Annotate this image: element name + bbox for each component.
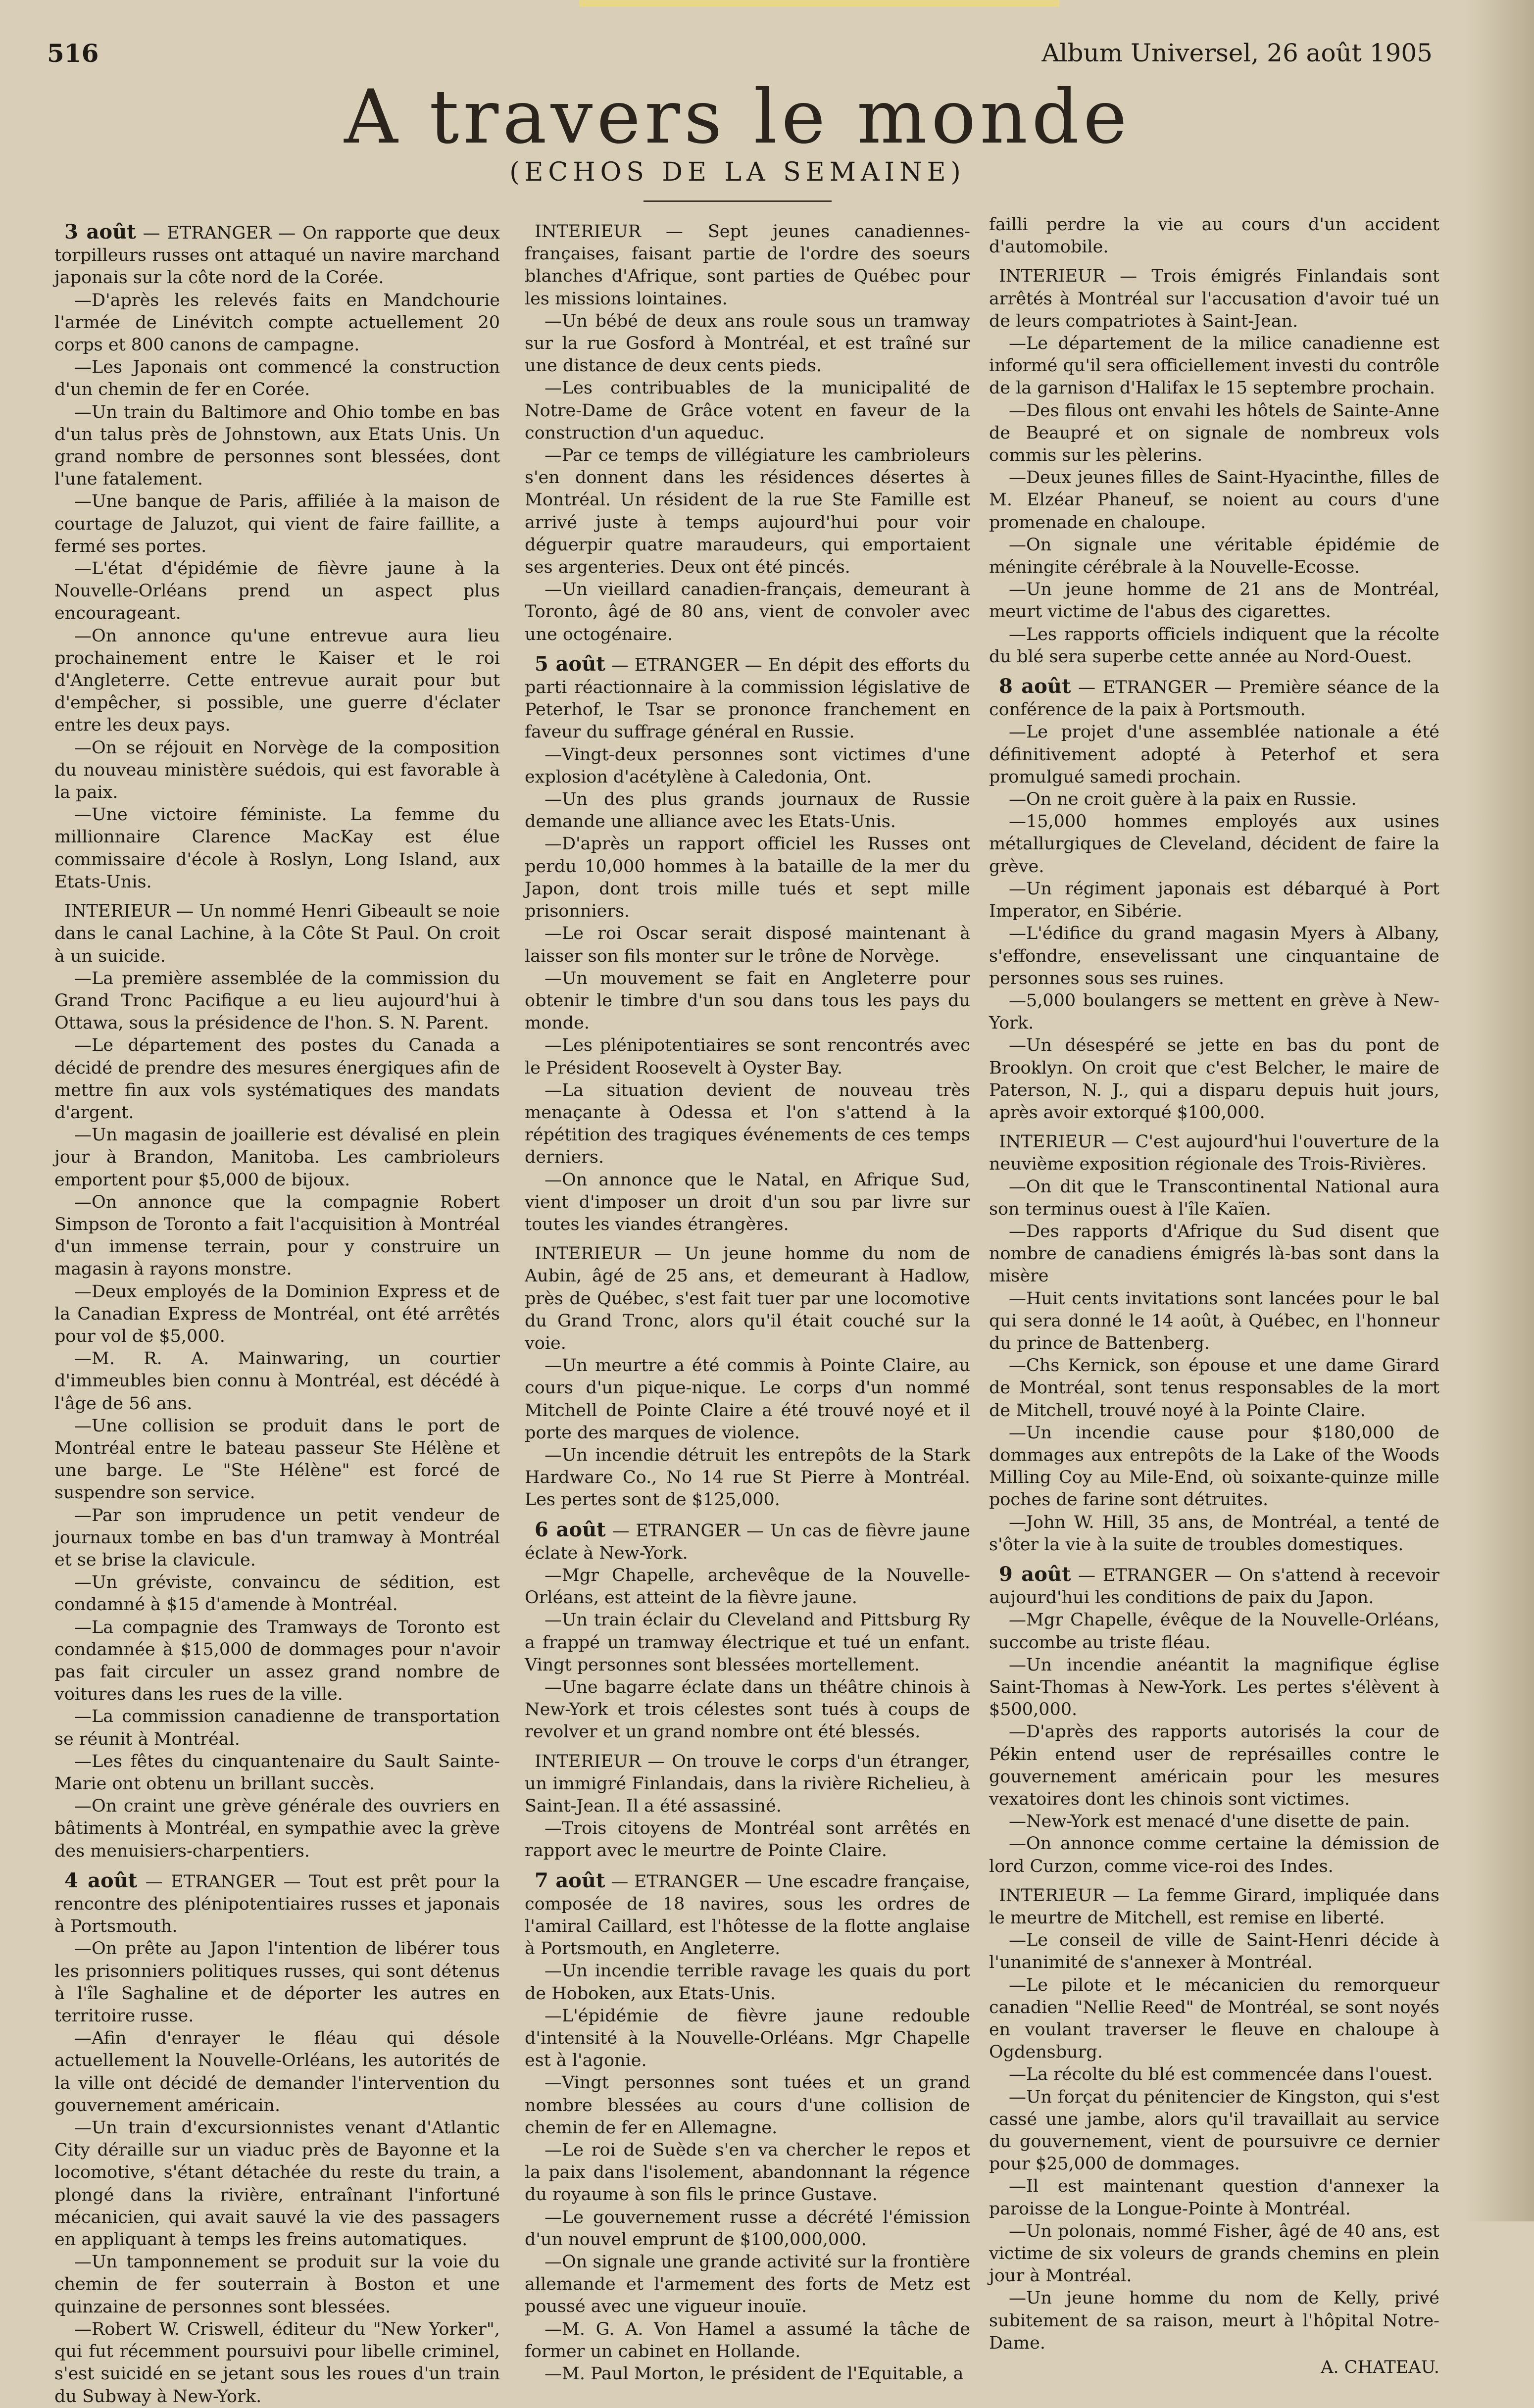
news-item bbox=[54, 1415, 500, 1505]
entry-text: —Le projet d'une assemblée nationale a été définitivement adopté à Peterhof et sera promulgué samedi prochain. bbox=[989, 722, 1439, 787]
entry-text: —Trois citoyens de Montréal sont arrêtés en rapport avec le meurtre de Pointe Claire. bbox=[525, 1818, 970, 1861]
news-item bbox=[989, 1654, 1439, 1721]
news-item bbox=[54, 2318, 500, 2408]
entry-text: failli perdre la vie au cours d'un accident d'automobile. bbox=[989, 215, 1439, 257]
entry-text: —Un polonais, nommé Fisher, âgé de 40 ans, est victime de six voleurs de grands chemins en plein jour à Montréal. bbox=[989, 2221, 1439, 2286]
news-item bbox=[525, 833, 970, 923]
news-item bbox=[54, 1348, 500, 1415]
entry-text: INTERIEUR — On trouve le corps d'un étranger, un immigré Finlandais, dans la rivière Richelieu, à Saint-Jean. Il a été assassiné. bbox=[525, 1751, 970, 1817]
entry-text: —Le roi de Suède s'en va chercher le repos et la paix dans l'isolement, abandonnant la régence du royaume à son fils le prince Gustave. bbox=[525, 2140, 970, 2205]
news-item bbox=[54, 2117, 500, 2251]
dated-entry bbox=[54, 1869, 500, 1938]
entry-text: INTERIEUR — La femme Girard, impliquée dans le meurtre de Mitchell, est remise en liberté. bbox=[989, 1885, 1439, 1928]
entry-text: —Le département de la milice canadienne est informé qu'il sera officiellement investi du contrôle de la garnison d'Halifax le 15 septembre prochain. bbox=[989, 334, 1439, 398]
news-item bbox=[54, 1795, 500, 1863]
entry-text: —M. G. A. Von Hamel a assumé la tâche de former un cabinet en Hollande. bbox=[525, 2319, 970, 2361]
news-item bbox=[54, 804, 500, 893]
news-item bbox=[989, 1422, 1439, 1512]
news-item bbox=[54, 1751, 500, 1795]
entry-text: —Les plénipotentiaires se sont rencontrés avec le Président Roosevelt à Oyster Bay. bbox=[525, 1035, 970, 1078]
entry-text: —New-York est menacé d'une disette de pain. bbox=[1009, 1812, 1410, 1832]
news-item bbox=[54, 558, 500, 625]
entry-text: — ETRANGER — Première séance de la conférence de la paix à Portsmouth. bbox=[989, 678, 1439, 720]
news-item bbox=[989, 1512, 1439, 1556]
news-item bbox=[989, 1288, 1439, 1355]
entry-text: INTERIEUR — C'est aujourd'hui l'ouverture de la neuvième exposition régionale des Trois-Rivières. bbox=[989, 1132, 1439, 1175]
entry-text: —Un des plus grands journaux de Russie demande une alliance avec les Etats-Unis. bbox=[525, 789, 970, 832]
entry-text: —On annonce que la compagnie Robert Simpson de Toronto a fait l'acquisition à Montréal d'un immense terrain, pour y construire un magasin à rayons monstre. bbox=[54, 1192, 500, 1279]
entry-text: — ETRANGER — On rapporte que deux torpilleurs russes ont attaqué un navire marchand japonais sur la côte nord de la Corée. bbox=[54, 223, 500, 288]
page-edge bbox=[1465, 0, 1534, 2221]
entry-text: —La situation devient de nouveau très menaçante à Odessa et l'on s'attend à la répétition des tragiques événements de ces temps derniers. bbox=[525, 1080, 970, 1168]
entry-text: —Une collision se produit dans le port de Montréal entre le bateau passeur Ste Hélène et une barge. Le "Ste Hélène" est forcé de suspendre son service. bbox=[54, 1416, 500, 1503]
news-item bbox=[989, 1609, 1439, 1654]
news-item bbox=[989, 990, 1439, 1034]
news-item bbox=[989, 788, 1439, 811]
entry-text: —Un train du Baltimore and Ohio tombe en bas d'un talus près de Johnstown, aux Etats Unis. Un grand nombre de personnes sont blessées, dont l'une fatalement. bbox=[54, 402, 500, 490]
entry-text: —On dit que le Transcontinental National aura son terminus ouest à l'île Kaïen. bbox=[989, 1177, 1439, 1219]
entry-text: —On signale une véritable épidémie de méningite cérébrale à la Nouvelle-Ecosse. bbox=[989, 535, 1439, 578]
news-item bbox=[54, 1706, 500, 1750]
entry-text: —Un magasin de joaillerie est dévalisé en plein jour à Brandon, Manitoba. Les cambrioleurs emportent pour $5,000 de bijoux. bbox=[54, 1125, 500, 1190]
entry-text: —D'après les relevés faits en Mandchourie l'armée de Linévitch compte actuellement 20 corps et 800 canons de campagne. bbox=[54, 290, 500, 355]
entry-text: — ETRANGER — En dépit des efforts du parti réactionnaire à la commission législative de Peterhof, le Tsar se prononce franchement en faveur du suffrage général en Russie. bbox=[525, 655, 970, 742]
news-item bbox=[525, 310, 970, 378]
news-item bbox=[54, 1034, 500, 1124]
news-item bbox=[525, 1080, 970, 1169]
entry-text: —5,000 boulangers se mettent en grève à New-York. bbox=[989, 990, 1439, 1033]
entry-text: —Les contribuables de la municipalité de Notre-Dame de Grâce votent en faveur de la construction d'un aqueduc. bbox=[525, 378, 970, 443]
entry-text: —Un gréviste, convaincu de sédition, est condamné à $15 d'amende à Montréal. bbox=[54, 1573, 500, 1615]
news-item bbox=[525, 744, 970, 788]
entry-text: —Des filous ont envahi les hôtels de Sainte-Anne de Beaupré et on signale de nombreux vols commis sur les pèlerins. bbox=[989, 400, 1439, 466]
entry-text: —La récolte du blé est commencée dans l'ouest. bbox=[1009, 2064, 1433, 2085]
entry-text: —La première assemblée de la commission du Grand Tronc Pacifique a eu lieu aujourd'hui à Ottawa, sous la présidence de l'hon. S. N. Parent. bbox=[54, 968, 500, 1033]
author-signature: A. CHATEAU. bbox=[1321, 2358, 1439, 2378]
entry-text: —Le département des postes du Canada a décidé de prendre des mesures énergiques afin de mettre fin aux vols systématiques des mandats d'argent. bbox=[54, 1035, 500, 1123]
news-item bbox=[989, 400, 1439, 467]
news-item bbox=[54, 1938, 500, 2027]
news-item bbox=[989, 1221, 1439, 1288]
news-item bbox=[989, 1034, 1439, 1124]
entry-text: —Il est maintenant question d'annexer la paroisse de la Longue-Pointe à Montréal. bbox=[989, 2176, 1439, 2219]
news-item bbox=[525, 2139, 970, 2207]
news-item bbox=[525, 788, 970, 833]
section-entry bbox=[525, 1751, 970, 1818]
entry-text: —Le roi Oscar serait disposé maintenant à laisser son fils monter sur le trône de Norvège. bbox=[525, 924, 970, 966]
news-item bbox=[525, 2005, 970, 2072]
news-item bbox=[54, 1617, 500, 1706]
news-item bbox=[989, 2086, 1439, 2176]
entry-text: —Un mouvement se fait en Angleterre pour obtenir le timbre d'un sou dans tous les pays du monde. bbox=[525, 968, 970, 1033]
section-entry bbox=[525, 1243, 970, 1355]
title-rule bbox=[643, 200, 832, 202]
section-entry bbox=[989, 1131, 1439, 1176]
news-item bbox=[54, 356, 500, 401]
entry-text: —On prête au Japon l'intention de libérer tous les prisonniers politiques russes, qui sont détenus à l'île Saghaline et de déporter les autres en territoire russe. bbox=[54, 1939, 500, 2026]
entry-text: —La commission canadienne de transportation se réunit à Montréal. bbox=[54, 1707, 500, 1749]
entry-text: —On se réjouit en Norvège de la composition du nouveau ministère suédois, qui est favorable à la paix. bbox=[54, 737, 500, 803]
news-item bbox=[525, 1034, 970, 1079]
news-item bbox=[54, 1572, 500, 1616]
entry-text: —On signale une grande activité sur la frontière allemande et l'armement des forts de Metz est poussé avec une vigueur inouïe. bbox=[525, 2252, 970, 2317]
news-item bbox=[989, 1811, 1439, 1833]
news-item bbox=[525, 1960, 970, 2005]
entry-text: —Afin d'enrayer le fléau qui désole actuellement la Nouvelle-Orléans, les autorités de la ville ont décidé de demander l'intervention du gouvernement américain. bbox=[54, 2028, 500, 2115]
entry-date: 3 août bbox=[64, 220, 136, 244]
entry-text: —Une banque de Paris, affiliée à la maison de courtage de Jaluzot, qui vient de faire faillite, a fermé ses portes. bbox=[54, 491, 500, 556]
entry-text: —L'édifice du grand magasin Myers à Albany, s'effondre, ensevelissant une cinquantaine de personnes sous ses ruines. bbox=[989, 924, 1439, 988]
entry-text: —M. R. A. Mainwaring, un courtier d'immeubles bien connu à Montréal, est décédé à l'âge de 56 ans. bbox=[54, 1349, 500, 1414]
section-entry bbox=[989, 265, 1439, 333]
entry-text: —M. Paul Morton, le président de l'Equitable, a bbox=[544, 2364, 964, 2384]
entry-date: 6 août bbox=[535, 1518, 606, 1541]
news-item bbox=[525, 2207, 970, 2251]
column-1 bbox=[54, 214, 500, 2407]
news-item bbox=[989, 1974, 1439, 2064]
page-number: 516 bbox=[47, 39, 99, 68]
publication-line: Album Universel, 26 août 1905 bbox=[1041, 39, 1433, 67]
entry-text: —On craint une grève générale des ouvriers en bâtiments à Montréal, en sympathie avec la grève des menuisiers-charpentiers. bbox=[54, 1796, 500, 1861]
news-item bbox=[54, 2251, 500, 2318]
news-item bbox=[54, 625, 500, 737]
news-item bbox=[525, 1818, 970, 1862]
news-item bbox=[525, 1169, 970, 1236]
entry-text: —Un régiment japonais est débarqué à Port Imperator, en Sibérie. bbox=[989, 879, 1439, 922]
entry-text: — ETRANGER — On s'attend à recevoir aujourd'hui les conditions de paix du Japon. bbox=[989, 1565, 1439, 1608]
news-item bbox=[54, 401, 500, 491]
entry-text: —On annonce que le Natal, en Afrique Sud, vient d'imposer un droit d'un sou par livre sur toutes les viandes étrangères. bbox=[525, 1170, 970, 1234]
news-item bbox=[989, 579, 1439, 623]
entry-date: 5 août bbox=[535, 652, 605, 676]
entry-text: —Une victoire féministe. La femme du millionnaire Clarence MacKay est élue commissaire d'école à Roslyn, Long Island, aux Etats-Unis. bbox=[54, 805, 500, 892]
entry-date: 8 août bbox=[999, 675, 1071, 698]
section-entry bbox=[989, 1885, 1439, 1929]
entry-date: 9 août bbox=[999, 1562, 1071, 1586]
top-color-band bbox=[579, 0, 1059, 7]
entry-text: INTERIEUR — Trois émigrés Finlandais sont arrêtés à Montréal sur l'accusation d'avoir tué un de leurs compatriotes à Saint-Jean. bbox=[989, 266, 1439, 331]
entry-text: —Les rapports officiels indiquent que la récolte du blé sera superbe cette année au Nord-Ouest. bbox=[989, 624, 1439, 667]
entry-date: 7 août bbox=[535, 1868, 605, 1892]
entry-text: INTERIEUR — Un nommé Henri Gibeault se noie dans le canal Lachine, à la Côte St Paul. On croit à un suicide. bbox=[54, 901, 500, 966]
entry-text: —Chs Kernick, son épouse et une dame Girard de Montréal, sont tenus responsables de la mort de Mitchell, trouvé noyé à la Pointe Claire. bbox=[989, 1356, 1439, 1421]
entry-text: —Vingt-deux personnes sont victimes d'une explosion d'acétylène à Caledonia, Ont. bbox=[525, 744, 970, 787]
news-item bbox=[989, 1929, 1439, 1974]
news-item bbox=[54, 1191, 500, 1281]
news-item bbox=[525, 1444, 970, 1512]
news-item bbox=[989, 811, 1439, 878]
column-2 bbox=[525, 214, 970, 2384]
entry-text: —Mgr Chapelle, évêque de la Nouvelle-Orléans, succombe au triste fléau. bbox=[989, 1610, 1439, 1653]
entry-text: —D'après un rapport officiel les Russes ont perdu 10,000 hommes à la bataille de la mer du Japon, dont trois mille tués et sept mille prisonniers. bbox=[525, 834, 970, 922]
news-item bbox=[525, 2251, 970, 2318]
entry-text: —Un jeune homme du nom de Kelly, privé subitement de sa raison, meurt à l'hôpital Notre-Dame. bbox=[989, 2288, 1439, 2353]
entry-text: — ETRANGER — Une escadre française, composée de 18 navires, sous les ordres de l'amiral Caillard, est l'hôtesse de la flotte anglaise à Portsmouth, en Angleterre. bbox=[525, 1871, 970, 1959]
entry-text: —Les fêtes du cinquantenaire du Sault Sainte-Marie ont obtenu un brillant succès. bbox=[54, 1751, 500, 1794]
dated-entry bbox=[525, 653, 970, 744]
news-item bbox=[989, 2064, 1439, 2086]
entry-text: —Un train éclair du Cleveland and Pittsburg Ry a frappé un tramway électrique et tué un enfant. Vingt personnes sont blessées mortellement. bbox=[525, 1610, 970, 1675]
entry-text: —Huit cents invitations sont lancées pour le bal qui sera donné le 14 août, à Québec, en l'honneur du prince de Battenberg. bbox=[989, 1288, 1439, 1353]
news-item bbox=[525, 1676, 970, 1744]
entry-text: — ETRANGER — Un cas de fièvre jaune éclate à New-York. bbox=[525, 1521, 970, 1563]
news-item bbox=[525, 2072, 970, 2139]
section-entry bbox=[54, 900, 500, 968]
news-item bbox=[989, 624, 1439, 668]
section-entry bbox=[525, 221, 970, 310]
news-item bbox=[525, 444, 970, 579]
dated-entry bbox=[989, 1563, 1439, 1609]
news-item bbox=[989, 1721, 1439, 1811]
entry-text: —Un tamponnement se produit sur la voie du chemin de fer souterrain à Boston et une quinzaine de personnes sont blessées. bbox=[54, 2252, 500, 2317]
dated-entry bbox=[989, 675, 1439, 721]
entry-text: —Un incendie détruit les entrepôts de la Stark Hardware Co., No 14 rue St Pierre à Montréal. Les pertes sont de $125,000. bbox=[525, 1445, 970, 1510]
entry-text: —On annonce qu'une entrevue aura lieu prochainement entre le Kaiser et le roi d'Angleterre. Cette entrevue aurait pour but d'empêcher, si possible, une guerre d'éclater entre les deux pays. bbox=[54, 626, 500, 736]
entry-text: —L'épidémie de fièvre jaune redouble d'intensité à la Nouvelle-Orléans. Mgr Chapelle est à l'agonie. bbox=[525, 2006, 970, 2071]
news-item bbox=[525, 968, 970, 1035]
news-item bbox=[54, 491, 500, 558]
news-item bbox=[54, 2027, 500, 2117]
news-item bbox=[989, 467, 1439, 534]
news-item bbox=[525, 579, 970, 646]
news-item bbox=[525, 1355, 970, 1444]
entry-text: —Un bébé de deux ans roule sous un tramway sur la rue Gosford à Montréal, et est traîné sur une distance de deux cents pieds. bbox=[525, 311, 970, 376]
entry-text: —Deux jeunes filles de Saint-Hyacinthe, filles de M. Elzéar Phaneuf, se noient au cours d'une promenade en chaloupe. bbox=[989, 468, 1439, 533]
entry-text: —Vingt personnes sont tuées et un grand nombre blessées au cours d'une collision de chemin de fer en Allemagne. bbox=[525, 2073, 970, 2138]
entry-text: —On ne croit guère à la paix en Russie. bbox=[1009, 789, 1357, 810]
news-item bbox=[989, 2220, 1439, 2288]
entry-text: —Un vieillard canadien-français, demeurant à Toronto, âgé de 80 ans, vient de convoler avec une octogénaire. bbox=[525, 580, 970, 644]
entry-text: —On annonce comme certaine la démission de lord Curzon, comme vice-roi des Indes. bbox=[989, 1834, 1439, 1876]
news-item bbox=[525, 1609, 970, 1676]
entry-text: —La compagnie des Tramways de Toronto est condamnée à $15,000 de dommages pour n'avoir pas fait circuler un assez grand nombre de voitures dans les rues de la ville. bbox=[54, 1617, 500, 1705]
entry-text: —Une bagarre éclate dans un théâtre chinois à New-York et trois célestes sont tués à coups de revolver et un grand nombre ont été blessés. bbox=[525, 1677, 970, 1742]
news-item bbox=[54, 1124, 500, 1191]
entry-text: —Deux employés de la Dominion Express et de la Canadian Express de Montréal, ont été arrêtés pour vol de $5,000. bbox=[54, 1281, 500, 1346]
news-item bbox=[525, 2363, 970, 2385]
dated-entry bbox=[54, 221, 500, 290]
entry-text: —Robert W. Criswell, éditeur du "New Yorker", qui fut récemment poursuivi pour libelle criminel, s'est suicidé en se jetant sous les roues d'un train du Subway à New-York. bbox=[54, 2319, 500, 2407]
entry-text: —Un incendie cause pour $180,000 de dommages aux entrepôts de la Lake of the Woods Milling Coy au Mile-End, où soixante-quinze mille poches de farine sont détruites. bbox=[989, 1423, 1439, 1510]
entry-text: —Des rapports d'Afrique du Sud disent que nombre de canadiens émigrés là-bas sont dans la misère bbox=[989, 1221, 1439, 1286]
news-item bbox=[525, 2318, 970, 2363]
column-3 bbox=[989, 214, 1439, 2378]
news-item bbox=[54, 1505, 500, 1572]
entry-text: —Par son imprudence un petit vendeur de journaux tombe en bas d'un tramway à Montréal et se brise la clavicule. bbox=[54, 1505, 500, 1570]
entry-text: —Un forçat du pénitencier de Kingston, qui s'est cassé une jambe, alors qu'il travaillait au service du gouvernement, vient de poursuivre ce dernier pour $25,000 de dommages. bbox=[989, 2087, 1439, 2174]
entry-text: —Un train d'excursionnistes venant d'Atlantic City déraille sur un viaduc près de Bayonne et la locomotive, s'étant détachée du reste du train, a plongé dans la rivière, entraînant l'infortuné mécanicien, qui avait sauvé la vie des passagers en appliquant à temps les freins automatiques. bbox=[54, 2118, 500, 2250]
entry-text: —Un jeune homme de 21 ans de Montréal, meurt victime de l'abus des cigarettes. bbox=[989, 580, 1439, 622]
entry-text: INTERIEUR — Sept jeunes canadiennes-françaises, faisant partie de l'ordre des soeurs blanches d'Afrique, sont parties de Québec pour les missions lointaines. bbox=[525, 222, 970, 309]
news-item bbox=[525, 1565, 970, 1609]
entry-text: —15,000 hommes employés aux usines métallurgiques de Cleveland, décident de faire la grève. bbox=[989, 812, 1439, 877]
entry-text: —Un incendie terrible ravage les quais du port de Hoboken, aux Etats-Unis. bbox=[525, 1961, 970, 2004]
entry-text: —Mgr Chapelle, archevêque de la Nouvelle-Orléans, est atteint de la fièvre jaune. bbox=[525, 1565, 970, 1608]
entry-text: —Un meurtre a été commis à Pointe Claire, au cours d'un pique-nique. Le corps d'un nommé Mitchell de Pointe Claire a été trouvé noyé et il porte des marques de violence. bbox=[525, 1356, 970, 1443]
entry-text: — ETRANGER — Tout est prêt pour la rencontre des plénipotentiaires russes et japonais à Portsmouth. bbox=[54, 1871, 500, 1937]
entry-text: —Le gouvernement russe a décrété l'émission d'un nouvel emprunt de $100,000,000. bbox=[525, 2207, 970, 2250]
news-item bbox=[989, 1176, 1439, 1221]
entry-text: —Les Japonais ont commencé la construction d'un chemin de fer en Corée. bbox=[54, 357, 500, 400]
news-item bbox=[525, 377, 970, 444]
entry-date: 4 août bbox=[64, 1868, 138, 1892]
dated-entry bbox=[525, 1519, 970, 1565]
news-item bbox=[54, 1281, 500, 1348]
news-item bbox=[54, 737, 500, 804]
news-item bbox=[54, 290, 500, 357]
entry-text: —Un incendie anéantit la magnifique église Saint-Thomas à New-York. Les pertes s'élèvent à $500,000. bbox=[989, 1655, 1439, 1720]
entry-text: INTERIEUR — Un jeune homme du nom de Aubin, âgé de 25 ans, et demeurant à Hadlow, près de Québec, s'est fait tuer par une locomotive du Grand Tronc, alors qu'il était couché sur la voie. bbox=[525, 1244, 970, 1353]
news-item bbox=[989, 333, 1439, 400]
entry-text: —L'état d'épidémie de fièvre jaune à la Nouvelle-Orléans prend un aspect plus encourageant. bbox=[54, 559, 500, 624]
news-item bbox=[525, 923, 970, 967]
news-item bbox=[989, 721, 1439, 788]
entry-text: —John W. Hill, 35 ans, de Montréal, a tenté de s'ôter la vie à la suite de troubles domestiques. bbox=[989, 1512, 1439, 1555]
dated-entry bbox=[525, 1869, 970, 1961]
news-item bbox=[989, 534, 1439, 579]
news-item bbox=[989, 1833, 1439, 1877]
page-subtitle: (ECHOS DE LA SEMAINE) bbox=[509, 157, 966, 187]
entry-text: —Un désespéré se jette en bas du pont de Brooklyn. On croit que c'est Belcher, le maire de Paterson, N. J., qui a disparu depuis huit jours, après avoir extorqué $100,000. bbox=[989, 1035, 1439, 1123]
entry-text: —D'après des rapports autorisés la cour de Pékin entend user de représailles contre le gouvernement américain pour les mesures vexatoires dont les chinois sont victimes. bbox=[989, 1722, 1439, 1810]
entry-text: —Le conseil de ville de Saint-Henri décide à l'unanimité de s'annexer à Montréal. bbox=[989, 1930, 1439, 1973]
news-item bbox=[989, 923, 1439, 990]
page-title: A travers le monde bbox=[344, 74, 1131, 160]
news-item bbox=[989, 1355, 1439, 1422]
entry-text: —Le pilote et le mécanicien du remorqueur canadien "Nellie Reed" de Montréal, se sont noyés en voulant traverser le fleuve en chaloupe à Ogdensburg. bbox=[989, 1975, 1439, 2063]
news-item bbox=[989, 214, 1439, 258]
news-item bbox=[989, 2287, 1439, 2355]
news-item bbox=[54, 968, 500, 1035]
news-item bbox=[989, 878, 1439, 923]
entry-text: —Par ce temps de villégiature les cambrioleurs s'en donnent dans les résidences désertes à Montréal. Un résident de la rue Ste Famille est arrivé juste à temps aujourd'hui pour voir déguerpir quatre maraudeurs, qui emportaient ses argenteries. Deux ont été pincés. bbox=[525, 445, 970, 578]
news-item bbox=[989, 2175, 1439, 2220]
